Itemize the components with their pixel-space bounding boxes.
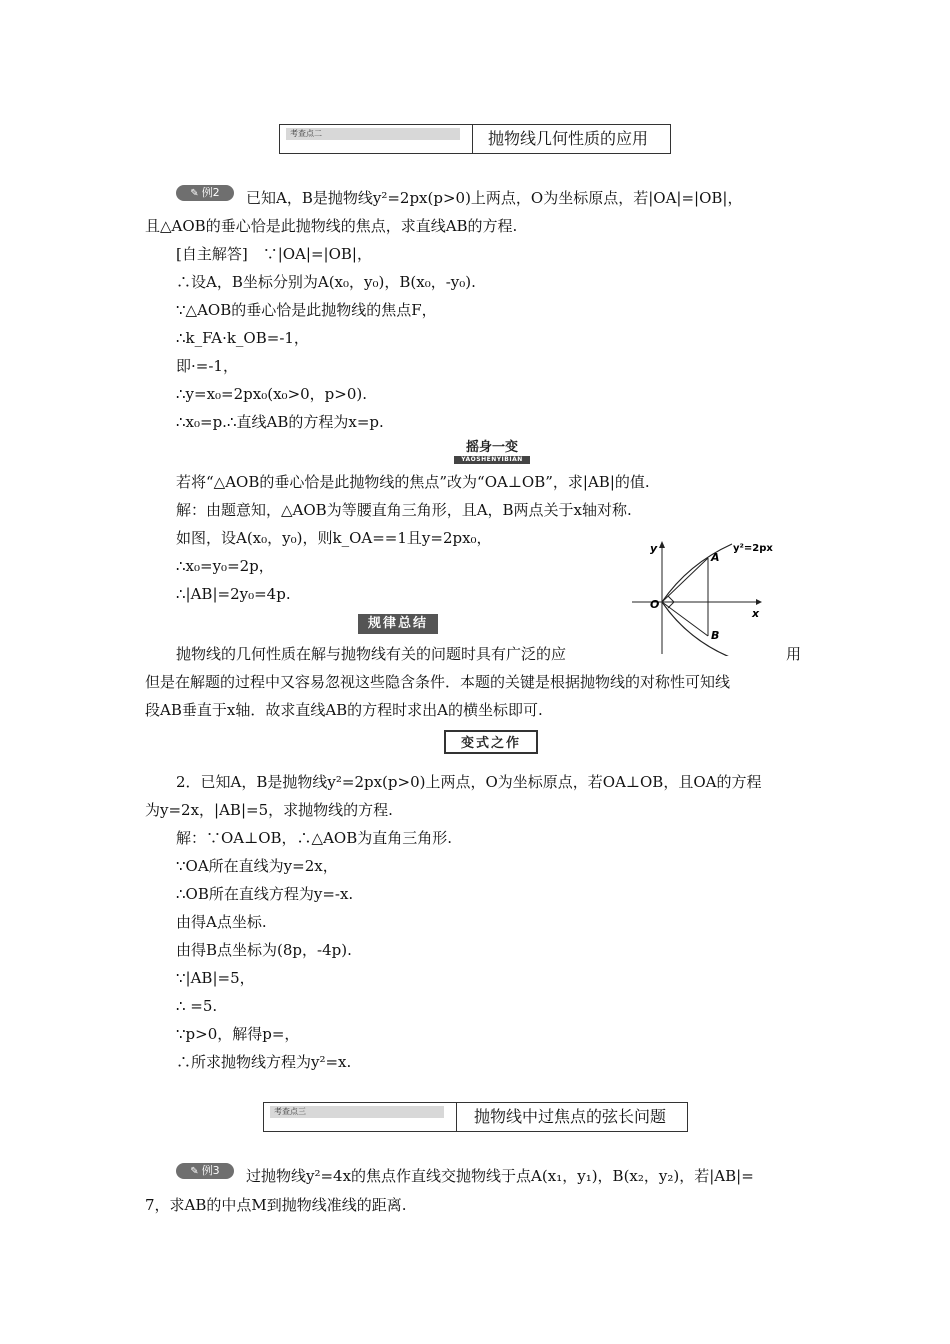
exercise-step: ∴ =5. [176, 997, 218, 1015]
variant-step: 解：由题意知，△AOB为等腰直角三角形，且A，B两点关于x轴对称. [176, 501, 632, 519]
bianshi-banner: 变式之作 [444, 730, 538, 754]
exercise-step: ∵OA所在直线为y=2x， [176, 857, 338, 875]
solution-step: ∵△AOB的垂心恰是此抛物线的焦点F， [176, 301, 437, 319]
origin-label: O [650, 598, 660, 611]
example-text-line: 过抛物线y²=4x的焦点作直线交抛物线于点A(x₁，y₁)，B(x₂，y₂)，若|AB|= [246, 1167, 754, 1185]
exercise-step: 由得A点坐标. [176, 913, 267, 931]
y-axis-label: y [650, 542, 658, 555]
example-text-line: 且△AOB的垂心恰是此抛物线的焦点，求直线AB的方程. [145, 217, 518, 235]
pen-icon: ✎ [190, 1166, 199, 1177]
example-text-line: 7，求AB的中点M到抛物线准线的距离. [145, 1196, 407, 1214]
variant-step: 如图，设A(x₀，y₀)，则k_OA==1且y=2px₀， [176, 529, 492, 547]
exercise-question: 为y=2x，|AB|=5，求抛物线的方程. [145, 801, 393, 819]
summary-line-tail: 用 [786, 645, 802, 663]
solution-step: ∴x₀=p.∴直线AB的方程为x=p. [176, 413, 384, 431]
summary-line: 但是在解题的过程中又容易忽视这些隐含条件．本题的关键是根据抛物线的对称性可知线 [145, 673, 731, 691]
solution-step: [自主解答] ∵|OA|=|OB|， [176, 245, 372, 263]
variant-question: 若将“△AOB的垂心恰是此抛物线的焦点”改为“OA⊥OB”，求|AB|的值. [176, 473, 650, 491]
exercise-step: ∵|AB|=5， [176, 969, 255, 987]
variant-step: ∴x₀=y₀=2p， [176, 557, 274, 575]
section-tag-panel [264, 1103, 457, 1131]
exercise-step: 解：∵OA⊥OB，∴△AOB为直角三角形. [176, 829, 453, 847]
x-axis-arrow [756, 599, 762, 605]
solution-step: ∴k_FA·k_OB=-1， [176, 329, 309, 347]
summary-line: 段AB垂直于x轴．故求直线AB的方程时求出A的横坐标即可. [145, 701, 543, 719]
point-b-label: B [711, 629, 720, 642]
example-text-line: 已知A，B是抛物线y²=2px(p>0)上两点，O为坐标原点，若|OA|=|OB|， [246, 189, 743, 207]
section-header-2 [279, 124, 671, 154]
x-axis-label: x [752, 607, 760, 620]
curve-label: y²=2px [733, 543, 773, 554]
section-title: 抛物线中过焦点的弦长问题 [474, 1107, 667, 1126]
guilv-banner: 规律总结 [358, 614, 438, 634]
exercise-step: ∴OB所在直线方程为y=-x. [176, 885, 354, 903]
solution-step: ∴y=x₀=2px₀(x₀>0，p>0). [176, 385, 368, 403]
example-badge: ✎ 例2 [176, 185, 234, 201]
variant-step: ∴|AB|=2y₀=4p. [176, 585, 291, 603]
parabola-figure [628, 536, 778, 656]
exercise-step: ∵p>0，解得p=， [176, 1025, 300, 1043]
section-header-3 [263, 1102, 688, 1132]
exercise-step: ∴所求抛物线方程为y²=x. [176, 1053, 352, 1071]
y-axis-arrow [659, 541, 665, 548]
section-tag: 考查点二 [286, 128, 460, 140]
summary-line: 抛物线的几何性质在解与抛物线有关的问题时具有广泛的应 [176, 645, 567, 663]
example-badge: ✎ 例3 [176, 1163, 234, 1179]
solution-step: ∴设A，B坐标分别为A(x₀，y₀)，B(x₀，-y₀). [176, 273, 476, 291]
section-title: 抛物线几何性质的应用 [488, 129, 649, 148]
exercise-step: 由得B点坐标为(8p，-4p). [176, 941, 352, 959]
section-tag-panel [280, 125, 473, 153]
point-a-label: A [711, 551, 720, 564]
pen-icon: ✎ [190, 188, 199, 199]
solution-step: 即·=-1， [176, 357, 238, 375]
segment-oa [662, 558, 708, 602]
exercise-question: 2．已知A，B是抛物线y²=2px(p>0)上两点，O为坐标原点，若OA⊥OB，且OA的方程 [176, 773, 762, 791]
yaoshen-banner: 摇身一变 YAOSHENYIBIAN [446, 440, 538, 464]
section-tag: 考查点三 [270, 1106, 444, 1118]
